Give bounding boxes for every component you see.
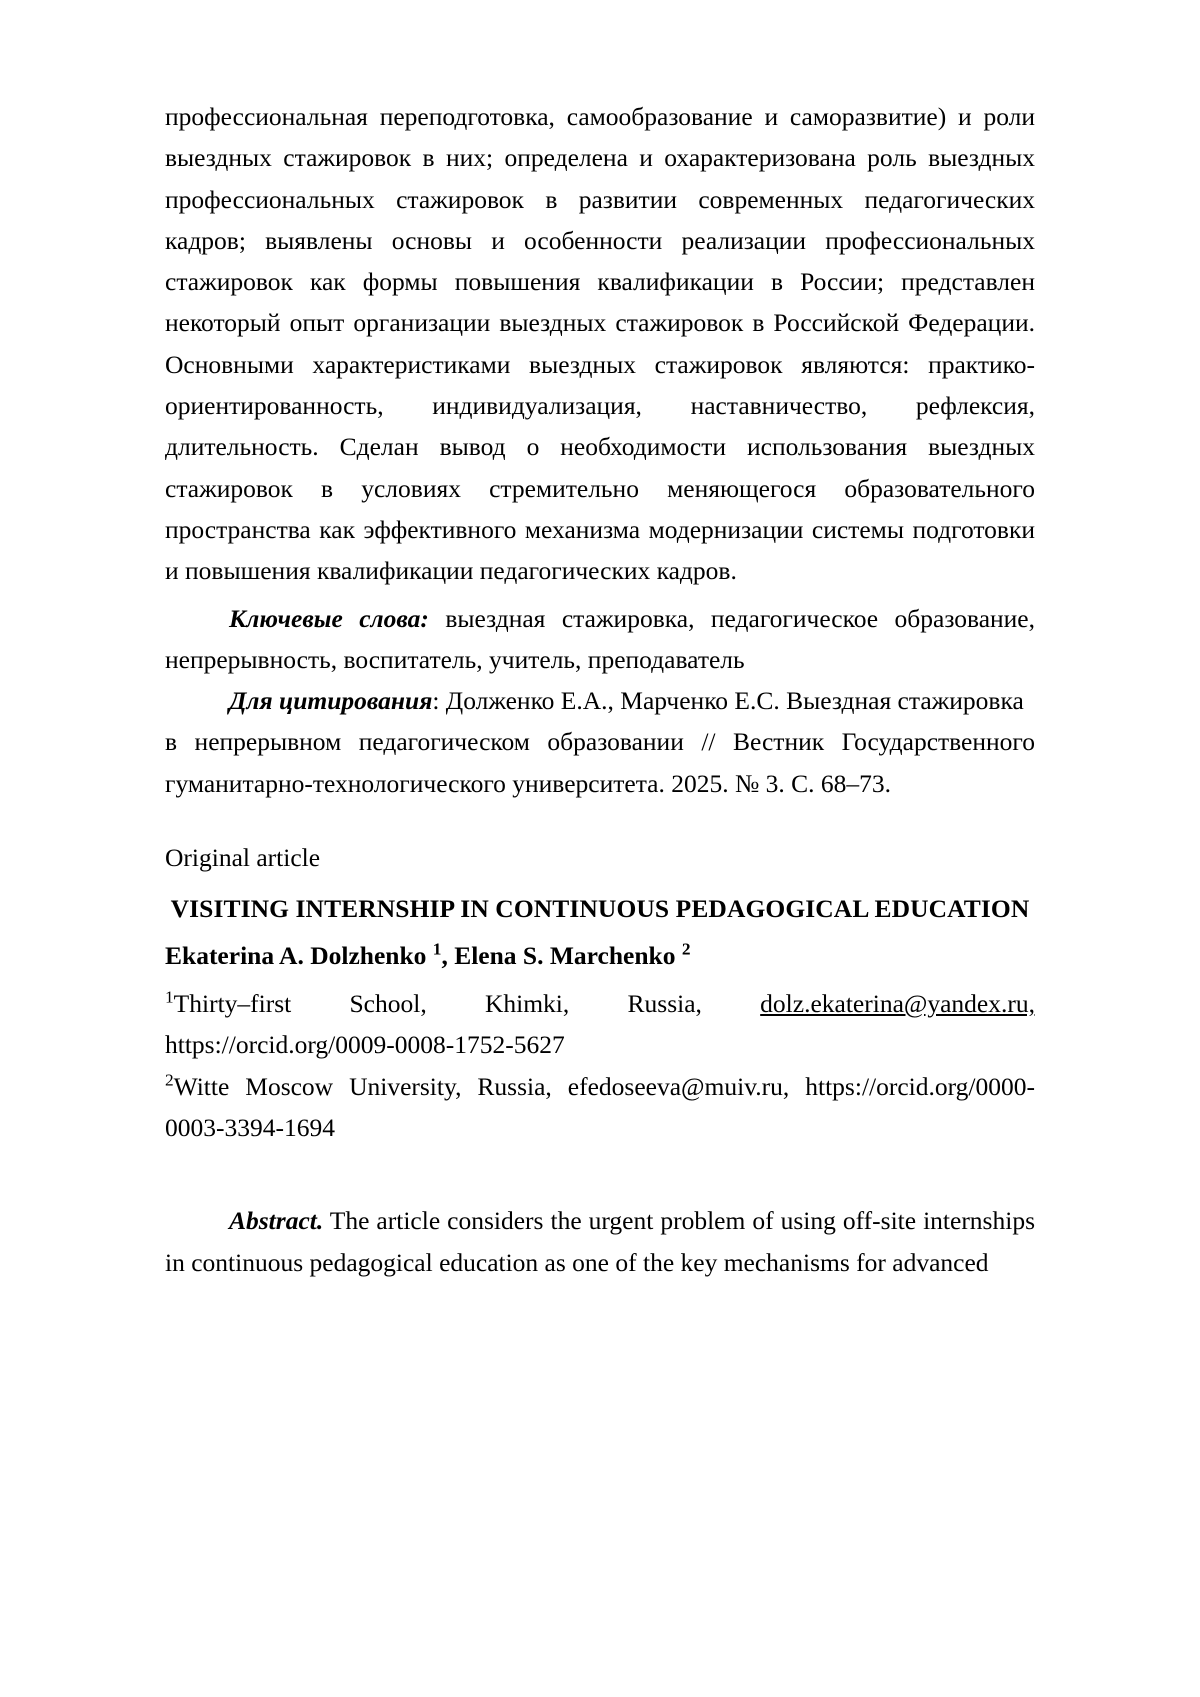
abstract-en-label: Abstract.: [229, 1206, 324, 1236]
spacer: [165, 804, 1035, 838]
abstract-en-text: The article considers the urgent problem of using off-site internships in continuous pedagogical education as one of the key mechanisms for advanced: [165, 1206, 1035, 1277]
keywords-value: выездная стажировка, педагогическое образование, непрерывность, воспитатель, учитель, преподаватель: [165, 603, 1035, 674]
spacer: [165, 879, 1035, 889]
author-2-affiliation-marker: 2: [681, 939, 691, 959]
affiliation-1-marker: 1: [165, 987, 174, 1007]
spacer: [165, 928, 1035, 936]
citation-label: Для цитирования: [229, 686, 433, 716]
original-article-label: Original article: [165, 843, 321, 873]
affiliation-1-orcid: https://orcid.org/0009-0008-1752-5627: [165, 1030, 565, 1060]
citation-value-line1: : Долженко Е.А., Марченко Е.С. Выездная стажировка: [432, 686, 1024, 716]
keywords-paragraph: [165, 598, 1035, 681]
author-1-name: Ekaterina A. Dolzhenko: [165, 941, 427, 971]
author-1-affiliation-marker: 1: [432, 939, 442, 959]
article-title-en: VISITING INTERNSHIP IN CONTINUOUS PEDAGOGICAL EDUCATION: [170, 893, 1030, 923]
citation-paragraph-line2: в непрерывном педагогическом образовании // Вестник Государственного гуманитарно-технологического университета. 2025. № 3. С. 68–73.: [165, 727, 1035, 798]
affiliation-1-text: Thirty–first School, Khimki, Russia,: [173, 989, 761, 1019]
keywords-label: Ключевые слова:: [229, 603, 429, 633]
citation-paragraph-line1: [165, 680, 1035, 721]
authors-separator: ,: [441, 941, 455, 971]
abstract-en-paragraph: [165, 1200, 1035, 1283]
affiliation-2-text: Witte Moscow University, Russia, efedoseeva@muiv.ru, https://orcid.org/0000-0003-3394-1694: [165, 1071, 1035, 1143]
affiliation-1: [165, 983, 1035, 1066]
author-2-name: Elena S. Marchenko: [454, 941, 676, 971]
authors-line: [165, 936, 1035, 977]
spacer: [165, 1148, 1035, 1200]
abstract-ru-continuation: профессиональная переподготовка, самообразование и саморазвитие) и роли выездных стажировок в них; определена и охарактеризована роль выездных профессиональных стажировок в развитии современных педагогических кадров; выявлены основы и особенности реализации профессиональных стажировок как формы повышения квалификации в России; представлен некоторый опыт организации выездных стажировок в Российской Федерации. Основными характеристиками выездных стажировок являются: практико-ориентированность, индивидуализация, наставничество, рефлексия, длительность. Сделан вывод о необходимости использования выездных стажировок в условиях стремительно меняющегося образовательного пространства как эффективного механизма модернизации системы подготовки и повышения квалификации педагогических кадров.: [165, 102, 1035, 586]
affiliation-2-marker: 2: [165, 1070, 174, 1090]
affiliation-2: [165, 1066, 1035, 1149]
author-1-email-link[interactable]: dolz.ekaterina@yandex.ru,: [760, 989, 1035, 1019]
